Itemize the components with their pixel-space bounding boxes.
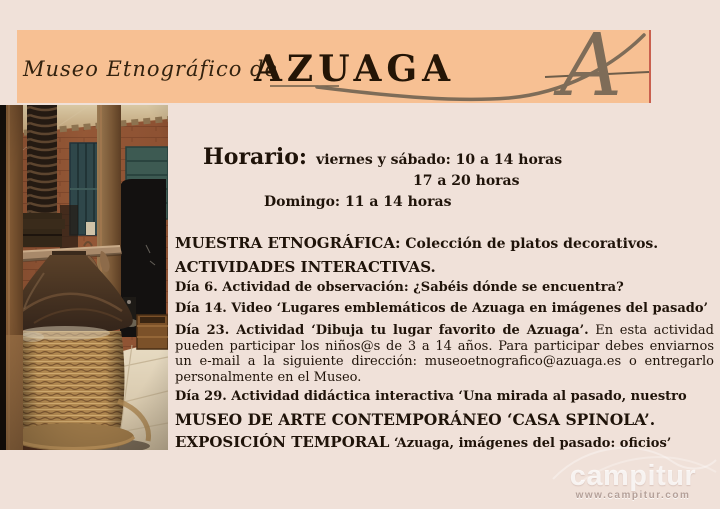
museo-arte-line: MUSEO DE ARTE CONTEMPORÁNEO ‘CASA SPINOLA’. <box>175 410 656 429</box>
header-banner <box>17 30 651 103</box>
exposicion-text: ‘Azuaga, imágenes del pasado: oficios’ <box>389 436 672 451</box>
dia23-title: Día 23. Actividad ‘Dibuja tu lugar favorito de Azuaga’. <box>175 323 589 338</box>
muestra-text: Colección de platos decorativos. <box>400 236 659 252</box>
schedule-line-1 <box>203 144 562 170</box>
schedule-line-2: 17 a 20 horas <box>413 173 520 189</box>
museum-main-title: AZUAGA <box>254 48 456 90</box>
muestra-title: MUESTRA ETNOGRÁFICA: <box>175 234 401 252</box>
watermark-url: www.campitur.com <box>575 490 691 501</box>
schedule-line-3: Domingo: 11 a 14 horas <box>264 194 452 210</box>
museum-script-title: Museo Etnográfico de <box>23 57 278 81</box>
dia14-line: Día 14. Video ‘Lugares emblemáticos de Azuaga en imágenes del pasado’ <box>175 301 709 316</box>
logo-a-icon: A <box>560 30 623 103</box>
dia23-paragraph <box>175 323 714 385</box>
schedule-fri-sat: viernes y sábado: 10 a 14 horas <box>316 152 563 168</box>
horario-label: Horario: <box>203 144 308 170</box>
actividades-title: ACTIVIDADES INTERACTIVAS. <box>175 258 436 276</box>
exposicion-title: EXPOSICIÓN TEMPORAL <box>175 433 390 451</box>
muestra-line <box>175 233 658 252</box>
watermark-name: campitur <box>569 460 697 492</box>
museum-press-photo <box>0 105 168 450</box>
dia29-line: Día 29. Actividad didáctica interactiva ‘Una mirada al pasado, nuestro <box>175 389 687 404</box>
dia6-line: Día 6. Actividad de observación: ¿Sabéis dónde se encuentra? <box>175 280 624 295</box>
watermark <box>548 446 718 506</box>
dia23-text: En esta actividad pueden participar los niños@s de 3 a 14 años. Para participar debes enviarnos un e-mail a la siguiente dirección: museoetnografico@azuaga.es o entregarlo personalmente en el Museo. <box>175 323 714 385</box>
